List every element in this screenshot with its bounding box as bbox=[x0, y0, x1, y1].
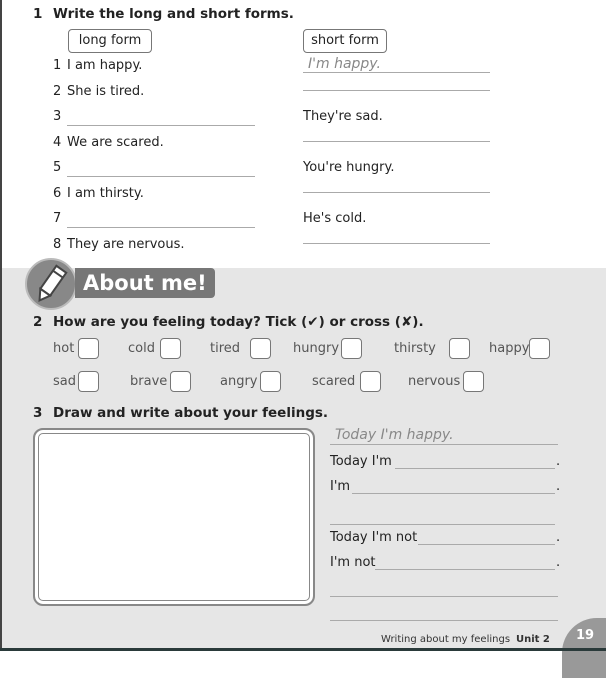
prompt-text: Today I'm not bbox=[330, 530, 418, 545]
feeling-label: happy bbox=[489, 341, 530, 356]
short-form-text: I'm happy. bbox=[308, 56, 381, 72]
feeling-checkbox-angry[interactable] bbox=[260, 371, 281, 392]
feeling-label: angry bbox=[220, 374, 258, 389]
answer-line[interactable] bbox=[375, 569, 555, 570]
long-form-text: We are scared. bbox=[67, 134, 164, 150]
row-number: 5 bbox=[53, 160, 62, 175]
page-number: 19 bbox=[562, 618, 606, 678]
prompt-text: Today I'm bbox=[330, 454, 392, 469]
row-number: 3 bbox=[53, 109, 62, 124]
feeling-checkbox-happy[interactable] bbox=[529, 338, 550, 359]
footer-unit: Unit 2 bbox=[516, 634, 550, 645]
feeling-checkbox-tired[interactable] bbox=[250, 338, 271, 359]
feeling-checkbox-cold[interactable] bbox=[160, 338, 181, 359]
long-form-text: She is tired. bbox=[67, 83, 145, 99]
period: . bbox=[556, 479, 561, 494]
feeling-checkbox-sad[interactable] bbox=[78, 371, 99, 392]
short-form-label: short form bbox=[303, 29, 387, 53]
row-number: 6 bbox=[53, 185, 62, 201]
feeling-label: scared bbox=[312, 374, 356, 389]
long-form-label: long form bbox=[68, 29, 152, 53]
footer-topic: Writing about my feelings bbox=[381, 634, 511, 645]
feeling-label: brave bbox=[130, 374, 168, 389]
feeling-checkbox-nervous[interactable] bbox=[463, 371, 484, 392]
answer-line[interactable] bbox=[395, 468, 555, 469]
prompt-text: I'm bbox=[330, 479, 351, 494]
short-form-text: You're hungry. bbox=[303, 160, 395, 175]
answer-line[interactable] bbox=[303, 192, 490, 193]
answer-line[interactable] bbox=[303, 243, 490, 244]
answer-line[interactable] bbox=[67, 227, 255, 228]
row-number: 1 bbox=[53, 58, 62, 73]
pencil-icon bbox=[25, 258, 77, 310]
feeling-checkbox-brave[interactable] bbox=[170, 371, 191, 392]
answer-line[interactable] bbox=[330, 524, 555, 525]
answer-line[interactable] bbox=[330, 620, 558, 621]
feeling-label: hungry bbox=[293, 341, 340, 356]
feeling-label: sad bbox=[53, 374, 76, 389]
row-number: 7 bbox=[53, 211, 62, 226]
answer-line bbox=[303, 72, 490, 73]
answer-line[interactable] bbox=[330, 596, 558, 597]
period: . bbox=[556, 530, 561, 545]
period: . bbox=[556, 454, 561, 469]
answer-line[interactable] bbox=[67, 125, 255, 126]
long-form-text: I am thirsty. bbox=[67, 185, 144, 201]
feeling-label: cold bbox=[128, 341, 155, 356]
drawing-box[interactable] bbox=[33, 428, 315, 606]
period: . bbox=[556, 555, 561, 570]
long-form-text: They are nervous. bbox=[67, 236, 185, 252]
answer-line[interactable] bbox=[303, 90, 490, 91]
row-number: 8 bbox=[53, 236, 62, 252]
row-number: 2 bbox=[53, 83, 62, 99]
prompt-text: I'm not bbox=[330, 555, 376, 570]
feeling-label: nervous bbox=[408, 374, 461, 389]
row-number: 4 bbox=[53, 134, 62, 150]
feeling-checkbox-hungry[interactable] bbox=[341, 338, 362, 359]
answer-line bbox=[330, 444, 558, 445]
exercise-number: 1 bbox=[33, 6, 43, 22]
answer-line[interactable] bbox=[67, 176, 255, 177]
feeling-label: thirsty bbox=[394, 341, 436, 356]
about-me-banner: About me! bbox=[75, 268, 215, 298]
exercise-number: 2 bbox=[33, 314, 43, 330]
answer-line[interactable] bbox=[352, 493, 555, 494]
feeling-checkbox-hot[interactable] bbox=[78, 338, 99, 359]
exercise-title: Draw and write about your feelings. bbox=[53, 405, 329, 421]
feeling-label: tired bbox=[210, 341, 241, 356]
short-form-text: He's cold. bbox=[303, 211, 367, 226]
long-form-text: I am happy. bbox=[67, 58, 143, 73]
short-form-text: They're sad. bbox=[303, 109, 383, 124]
answer-line[interactable] bbox=[418, 544, 555, 545]
feeling-checkbox-thirsty[interactable] bbox=[449, 338, 470, 359]
exercise-title: Write the long and short forms. bbox=[53, 6, 294, 22]
feeling-checkbox-scared[interactable] bbox=[360, 371, 381, 392]
feeling-label: hot bbox=[53, 341, 75, 356]
answer-line[interactable] bbox=[303, 141, 490, 142]
example-answer: Today I'm happy. bbox=[335, 427, 454, 443]
exercise-number: 3 bbox=[33, 405, 43, 421]
page-edge bbox=[0, 0, 2, 651]
exercise-title: How are you feeling today? Tick (✔) or cross (✘). bbox=[53, 314, 424, 330]
